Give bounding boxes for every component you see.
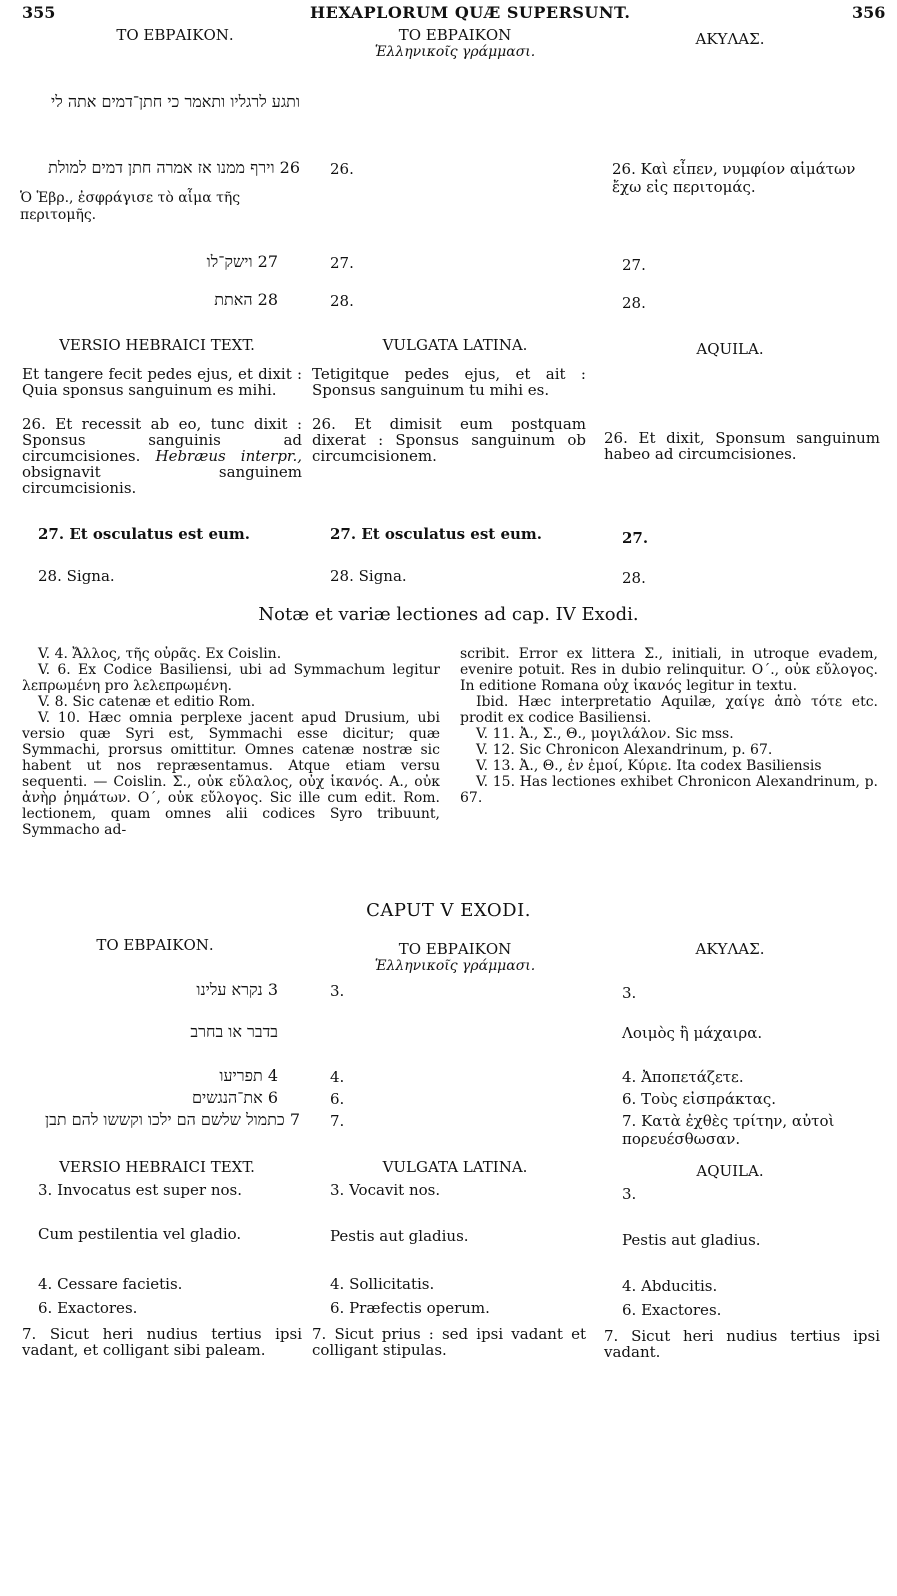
cap4-versio-r2-a: 26. Et recessit ab eo, tunc dixit : Sponsus sanguinis ad circumcisiones. — [22, 415, 302, 465]
cap5-aquila-6-latin: 6. Exactores. — [622, 1301, 722, 1319]
cap5-hebrew-6: 6 את־הנגשים — [192, 1088, 278, 1107]
note-v4: V. 4. Ἄλλος, τῆς οὐρᾶς. Ex Coislin. — [38, 646, 282, 662]
cap5-versio-3: 3. Invocatus est super nos. — [38, 1181, 242, 1199]
cap4-versio-r2 — [22, 416, 302, 496]
note-v12: V. 12. Sic Chronicon Alexandrinum, p. 67. — [476, 742, 773, 758]
note-ibid: Ibid. Hæc interpretatio Aquilæ, χαίγε ἀπὸ τότε etc. prodit ex codice Basiliensi. — [460, 694, 878, 726]
cap4-versio-r3: 27. Et osculatus est eum. — [38, 525, 250, 543]
cap5-translit-6: 6. — [330, 1090, 345, 1108]
page-number-left: 355 — [22, 3, 56, 22]
cap4-aquila-27: 27. — [622, 256, 646, 274]
cap4-vulgata-r1: Tetigitque pedes ejus, et ait : Sponsus sanguinum tu mihi es. — [312, 365, 586, 399]
cap4-hebrew-note: Ὁ Ἑβρ., ἐσφράγισε τὸ αἷμα τῆς περιτομῆς. — [20, 190, 241, 223]
cap5-translit-4: 4. — [330, 1068, 345, 1086]
cap5-aquila-4: 4. Ἀποπετάζετε. — [622, 1068, 744, 1086]
cap4-head-hebrew: ΤΟ ΕΒΡΑΙΚΟΝ. — [116, 26, 234, 44]
cap4-latin-head-versio: VERSIO HEBRAICI TEXT. — [59, 336, 255, 354]
cap4-head-aquila: ΑΚΥΛΑΣ. — [695, 30, 765, 48]
cap5-vulgata-6: 6. Præfectis operum. — [330, 1299, 490, 1317]
cap5-head-translit: ΤΟ ΕΒΡΑΙΚΟΝ — [398, 940, 512, 958]
cap4-latin-head-aquila: AQUILA. — [696, 340, 764, 358]
note-v8: V. 8. Sic catenæ et editio Rom. — [38, 694, 256, 710]
cap5-hebrew-4: 4 תפריעו — [219, 1066, 278, 1085]
cap5-versio-6: 6. Exactores. — [38, 1299, 138, 1317]
cap4-translit-27: 27. — [330, 254, 354, 272]
cap4-vulgata-r2: 26. Et dimisit eum postquam dixerat : Sponsus sanguinum ob circumcisionem. — [312, 415, 586, 465]
notes-right-column — [460, 646, 878, 806]
cap4-translit-26: 26. — [330, 160, 354, 178]
cap5-aquila-7-latin: 7. Sicut heri nudius tertius ipsi vadant. — [604, 1327, 880, 1361]
cap5-aquila-4-latin: 4. Abducitis. — [622, 1277, 718, 1295]
cap5-latin-head-aquila: AQUILA. — [696, 1162, 764, 1180]
page-number-right: 356 — [852, 3, 886, 22]
cap4-versio-r2-italic: Hebræus interpr., — [155, 447, 302, 465]
cap4-aquila-28: 28. — [622, 294, 646, 312]
cap4-aquila-r2: 26. Et dixit, Sponsum sanguinum habeo ad circumcisiones. — [604, 429, 880, 463]
cap4-hebrew-row-4: 28 האתת — [214, 290, 278, 309]
cap5-aquila-6: 6. Τοὺς εἰσπράκτας. — [622, 1090, 777, 1108]
cap5-aquila-3b-latin: Pestis aut gladius. — [622, 1231, 761, 1249]
cap5-vulgata-4: 4. Sollicitatis. — [330, 1275, 435, 1293]
cap4-versio-r1: Et tangere fecit pedes ejus, et dixit : Quia sponsus sanguinum es mihi. — [22, 365, 302, 399]
cap5-vulgata-3b: Pestis aut gladius. — [330, 1227, 469, 1245]
cap5-vulgata-3: 3. Vocavit nos. — [330, 1181, 441, 1199]
cap4-head-translit: ΤΟ ΕΒΡΑΙΚΟΝ — [398, 26, 512, 44]
cap4-hebrew-row-2: 26 וירף ממנו אז אמרה חתן דמים למולת — [48, 158, 300, 177]
cap4-versio-r4: 28. Signa. — [38, 567, 115, 585]
cap4-translit-28: 28. — [330, 292, 354, 310]
caput-v-title: CAPUT V EXODI. — [366, 900, 531, 921]
cap5-hebrew-7: 7 כתמול שלשם הם ילכו וקששו להם תבן — [45, 1110, 300, 1129]
cap5-hebrew-3: 3 נקרא עלינו — [196, 980, 278, 999]
cap5-aquila-3-latin: 3. — [622, 1185, 637, 1203]
cap4-latin-head-vulgata: VULGATA LATINA. — [382, 336, 528, 354]
cap5-hebrew-3b: בדבר או בחרב — [190, 1022, 278, 1041]
cap4-vulgata-r3: 27. Et osculatus est eum. — [330, 525, 542, 543]
cap5-translit-3: 3. — [330, 982, 345, 1000]
note-continued: scribit. Error ex littera Σ., initiali, in utroque evadem, evenire potuit. Res in dubio relinquitur. Ο΄., οὐκ εὔλογος. In editione Romana οὐχ ἱκανός legitur in textu. — [460, 646, 878, 694]
cap4-vulgata-r4: 28. Signa. — [330, 567, 407, 585]
cap5-head-aquila: ΑΚΥΛΑΣ. — [695, 940, 765, 958]
cap4-aquila-26: 26. Καὶ εἶπεν, νυμφίον αἱμάτων ἔχω εἰς περιτομάς. — [612, 160, 856, 196]
note-v13: V. 13. Ἀ., Θ., ἐν ἐμοί, Κύριε. Ita codex Basiliensis — [476, 758, 822, 774]
cap5-latin-head-versio: VERSIO HEBRAICI TEXT. — [59, 1158, 255, 1176]
notes-left-column — [22, 646, 440, 838]
cap5-versio-4: 4. Cessare facietis. — [38, 1275, 183, 1293]
note-v6: V. 6. Ex Codice Basiliensi, ubi ad Symmachum legitur λεπρωμένη pro λελεπρωμένη. — [22, 662, 440, 694]
cap5-versio-7: 7. Sicut heri nudius tertius ipsi vadant, et colligant sibi paleam. — [22, 1325, 302, 1359]
note-v10: V. 10. Hæc omnia perplexe jacent apud Drusium, ubi versio quæ Syri est, Symmachi esse dicitur; quæ Symmachi, prorsus omittitur. Omnes catenæ nostræ sic habent ut nos repræsentamus. Atque etiam versu sequenti. — Coislin. Σ., οὐκ εὔλαλος, οὐχ ἱκανός. Α., οὐκ ἀνὴρ ῥημάτων. Ο΄, οὐκ εὔλογος. Sic ille cum edit. Rom. lectionem, quam omnes alii codices Syro tribuunt, Symmacho ad- — [22, 710, 440, 838]
cap5-head-hebrew: ΤΟ ΕΒΡΑΙΚΟΝ. — [96, 936, 214, 954]
cap5-latin-head-vulgata: VULGATA LATINA. — [382, 1158, 528, 1176]
cap4-versio-r2-b: obsignavit sanguinem circumcisionis. — [22, 463, 302, 497]
cap5-aquila-3b: Λοιμὸς ἢ μάχαιρα. — [622, 1024, 763, 1042]
cap5-aquila-7: 7. Κατὰ ἐχθὲς τρίτην, αὐτοὶ πορευέσθωσαν. — [622, 1112, 835, 1148]
cap4-head-translit-sub: Ἑλληνικοῖς γράμμασι. — [374, 44, 536, 60]
cap4-hebrew-row-3: 27 וישק־לו — [206, 252, 278, 271]
cap5-head-translit-sub: Ἑλληνικοῖς γράμμασι. — [374, 958, 536, 974]
cap5-versio-3b: Cum pestilentia vel gladio. — [38, 1225, 242, 1243]
cap4-hebrew-row-1: ותגע לרגליו ותאמר כי חתן־דמים אתה לי — [51, 92, 300, 111]
note-v11: V. 11. Ἀ., Σ., Θ., μογιλάλον. Sic mss. — [476, 726, 734, 742]
cap5-vulgata-7: 7. Sicut prius : sed ipsi vadant et colligant stipulas. — [312, 1325, 586, 1359]
cap5-aquila-3: 3. — [622, 984, 637, 1002]
running-title: HEXAPLORUM QUÆ SUPERSUNT. — [310, 3, 631, 22]
cap5-translit-7: 7. — [330, 1112, 345, 1130]
note-v15: V. 15. Has lectiones exhibet Chronicon Alexandrinum, p. 67. — [460, 774, 878, 806]
cap4-aquila-r3: 27. — [622, 529, 649, 547]
notes-title: Notæ et variæ lectiones ad cap. IV Exodi. — [258, 604, 639, 625]
cap4-aquila-r4: 28. — [622, 569, 646, 587]
